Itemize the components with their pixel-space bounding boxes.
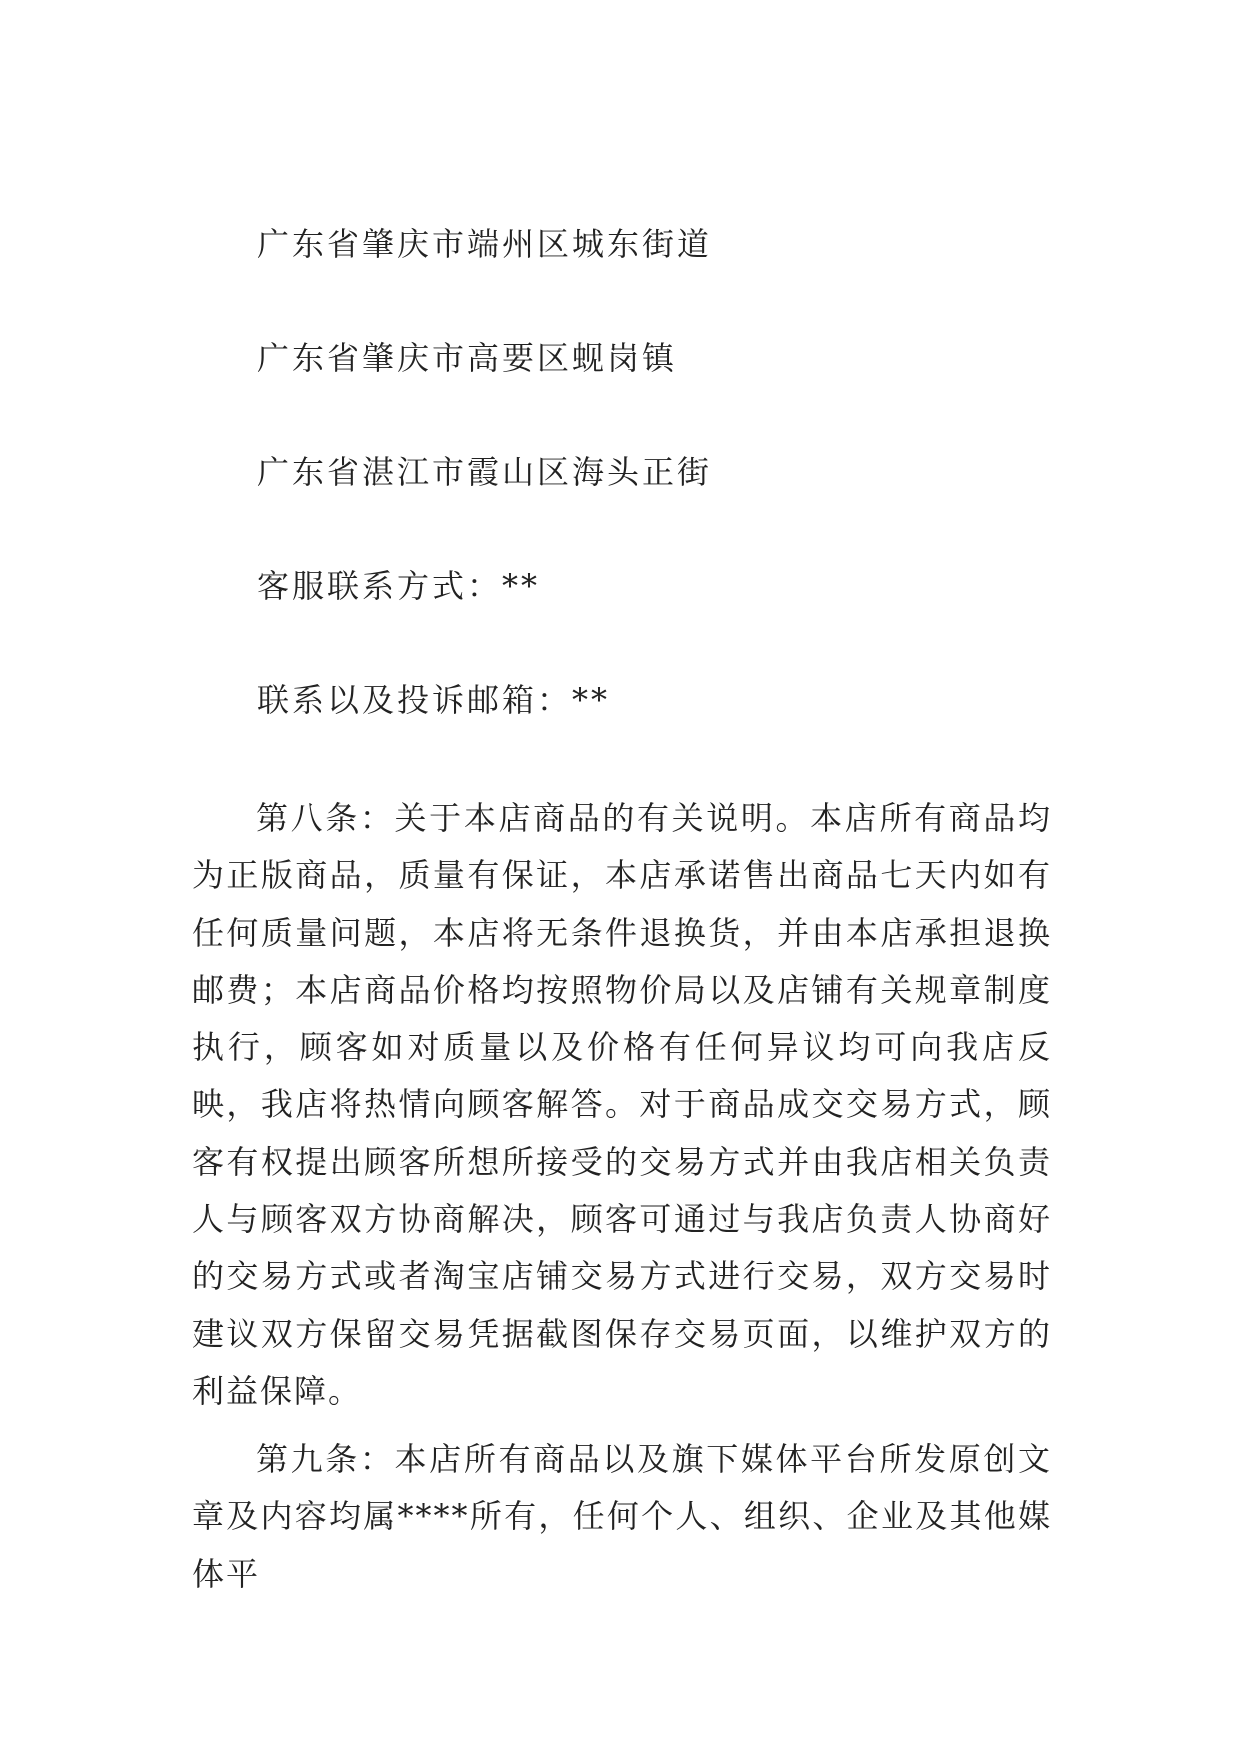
address-line-zhaoqing-duanzhou: 广东省肇庆市端州区城东街道 xyxy=(257,225,713,263)
address-line-zhanjiang-xiashan: 广东省湛江市霞山区海头正街 xyxy=(257,453,713,491)
complaint-email: 联系以及投诉邮箱：** xyxy=(257,681,611,719)
customer-service-contact: 客服联系方式：** xyxy=(257,567,541,605)
address-line-zhaoqing-gaoyao: 广东省肇庆市高要区蚬岗镇 xyxy=(257,339,678,377)
article-9-paragraph: 第九条：本店所有商品以及旗下媒体平台所发原创文章及内容均属****所有，任何个人、组织、企业及其他媒体平 xyxy=(192,1440,1052,1593)
article-8-paragraph: 第八条：关于本店商品的有关说明。本店所有商品均为正版商品，质量有保证，本店承诺售出商品七天内如有任何质量问题，本店将无条件退换货，并由本店承担退换邮费；本店商品价格均按照物价局以及店铺有关规章制度执行，顾客如对质量以及价格有任何异议均可向我店反映，我店将热情向顾客解答。对于商品成交交易方式，顾客有权提出顾客所想所接受的交易方式并由我店相关负责人与顾客双方协商解决，顾客可通过与我店负责人协商好的交易方式或者淘宝店铺交易方式进行交易，双方交易时建议双方保留交易凭据截图保存交易页面，以维护双方的利益保障。 xyxy=(192,799,1052,1410)
